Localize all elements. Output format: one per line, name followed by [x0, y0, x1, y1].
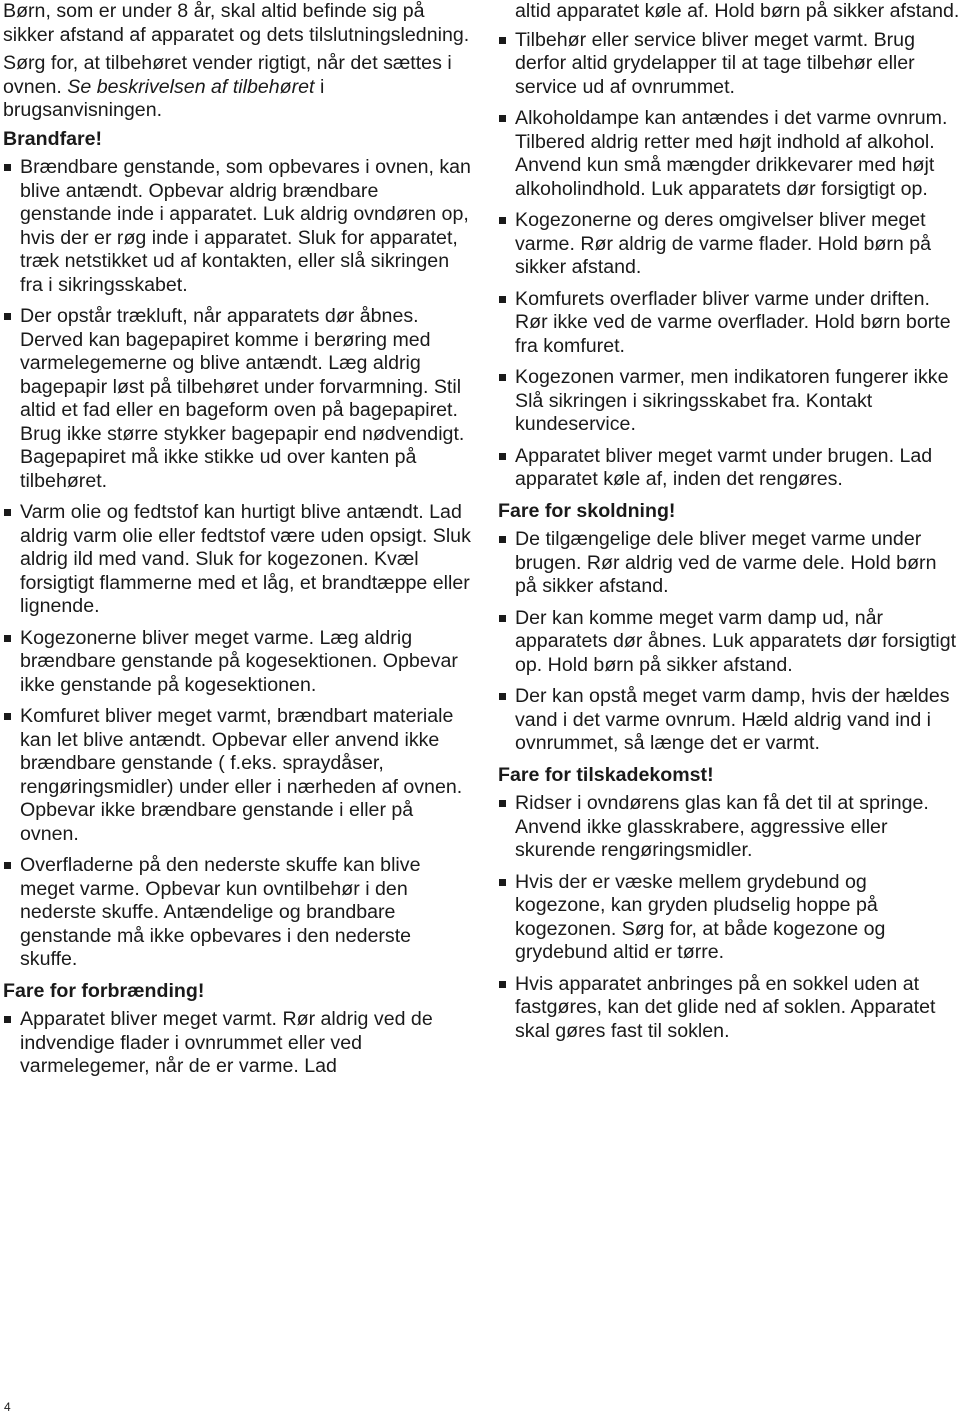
right-column [498, 0, 960, 1051]
list-item [498, 685, 960, 756]
left-column [3, 0, 473, 1087]
list-item-text: Komfuret bliver meget varmt, brændbart materiale kan let blive antændt. Opbevar eller anvend ikke brændbare genstande ( f.eks. spraydåser, rengøringsmidler) under eller i nærheden af ovnen. Opbevar ikke brændbare genstande i eller på ovnen. [20, 705, 463, 845]
list-item-text: Alkoholdampe kan antændes i det varme ovnrum. Tilbered aldrig retter med højt indhold af alkohol. Anvend kun små mængder drikkevarer med højt alkoholindhold. Luk apparatets dør forsigtigt op. [515, 107, 948, 200]
list-item-text: Tilbehør eller service bliver meget varmt. Brug derfor altid grydelapper til at tage tilbehør eller service ud af ovnrummet. [515, 28, 915, 98]
list-item [3, 501, 473, 619]
accessory-note-reference: Se beskrivelsen af tilbehøret [67, 75, 315, 98]
list-item [3, 1008, 473, 1079]
list-item [3, 854, 473, 972]
bullet-icon [499, 296, 506, 303]
list-item [498, 288, 960, 359]
scald-list [498, 528, 960, 756]
list-item [498, 871, 960, 965]
injury-heading: Fare for tilskadekomst! [498, 763, 714, 786]
bullet-icon [4, 635, 11, 642]
list-item [3, 627, 473, 698]
bullet-icon [499, 693, 506, 700]
accessory-note [3, 52, 473, 123]
continued-text: altid apparatet køle af. Hold børn på sikker afstand. [515, 0, 960, 22]
list-item-text: Hvis apparatet anbringes på en sokkel uden at fastgøres, kan det glide ned af soklen. Apparatet skal gøres fast til soklen. [515, 972, 936, 1042]
bullet-icon [499, 217, 506, 224]
burn-list-continued [498, 29, 960, 492]
accessory-note-text-end: i brugsanvisningen. [3, 75, 325, 121]
list-item [498, 209, 960, 280]
list-item-text: Der opstår trækluft, når apparatets dør åbnes. Derved kan bagepapiret komme i berøring med varmelegemerne og blive antændt. Læg aldrig bagepapir løst på tilbehøret under forvarmning. Stil altid et fad eller en bageform oven på bagepapiret. Brug ikke større stykker bagepapir end nødvendigt. Bagepapiret må ikke stikke ud over kanten på tilbehøret. [20, 305, 465, 492]
list-item-text: Apparatet bliver meget varmt under brugen. Lad apparatet køle af, inden det rengøres. [515, 444, 933, 490]
list-item [498, 792, 960, 863]
bullet-icon [4, 509, 11, 516]
list-item [498, 607, 960, 678]
bullet-icon [4, 313, 11, 320]
bullet-icon [4, 713, 11, 720]
list-item [3, 156, 473, 297]
list-item [498, 973, 960, 1044]
list-item [3, 305, 473, 493]
list-item-text: Overfladerne på den nederste skuffe kan blive meget varme. Opbevar kun ovntilbehør i den nederste skuffe. Antændelige og brandbare genstande må ikke opbevares i den nederste skuffe. [20, 854, 421, 970]
list-item-text: Brændbare genstande, som opbevares i ovnen, kan blive antændt. Opbevar aldrig brændbare genstande inde i apparatet. Luk aldrig ovndøren op, hvis der er røg inde i apparatet. Sluk for apparatet, træk netstikket ud af kontakten, eller slå sikringen fra i sikringsskabet. [20, 156, 471, 296]
list-item-text: Ridser i ovndørens glas kan få det til at springe. Anvend ikke glasskrabere, aggressive eller skurende rengøringsmidler. [515, 792, 929, 861]
bullet-icon [499, 453, 506, 460]
bullet-icon [499, 981, 506, 988]
injury-list [498, 792, 960, 1043]
intro-paragraph: Børn, som er under 8 år, skal altid befinde sig på sikker afstand af apparatet og dets tilslutningsledning. [3, 0, 470, 46]
bullet-icon [499, 879, 506, 886]
fire-heading: Brandfare! [3, 127, 103, 150]
list-item [498, 107, 960, 201]
bullet-icon [499, 615, 506, 622]
page-number: 4 [4, 1400, 11, 1414]
list-item-text: Hvis der er væske mellem grydebund og kogezone, kan gryden pludselig hoppe på kogezonen. Sørg for, at både kogezone og grydebund altid er tørre. [515, 870, 886, 963]
list-item-text: Kogezonerne og deres omgivelser bliver meget varme. Rør aldrig de varme flader. Hold børn på sikker afstand. [515, 209, 931, 278]
bullet-icon [499, 37, 506, 44]
bullet-icon [4, 1016, 11, 1023]
bullet-icon [4, 862, 11, 869]
list-item-text: Der kan opstå meget varm damp, hvis der hældes vand i det varme ovnrum. Hæld aldrig vand ind i ovnrummet, så længe det er varmt. [515, 685, 950, 754]
bullet-icon [499, 800, 506, 807]
bullet-icon [499, 374, 506, 381]
accessory-note-text: Sørg for, at tilbehøret vender rigtigt, når det sættes i ovnen. [3, 52, 452, 98]
list-item [498, 528, 960, 599]
bullet-icon [499, 536, 506, 543]
burn-heading: Fare for forbrænding! [3, 979, 205, 1002]
burn-list [3, 1008, 473, 1079]
fire-list [3, 156, 473, 972]
list-item-text: Kogezonen varmer, men indikatoren fungerer ikke Slå sikringen i sikringsskabet fra. Kontakt kundeservice. [515, 366, 949, 435]
bullet-icon [4, 164, 11, 171]
list-item-text: De tilgængelige dele bliver meget varme under brugen. Rør aldrig ved de varme dele. Hold børn på sikker afstand. [515, 528, 937, 597]
list-item-text: Varm olie og fedtstof kan hurtigt blive antændt. Lad aldrig varm olie eller fedtstof være uden opsigt. Sluk aldrig ild med vand. Sluk for kogezonen. Kvæl forsigtigt flammerne med et låg, et brandtæppe eller lignende. [20, 501, 471, 617]
list-item [498, 366, 960, 437]
list-item [498, 445, 960, 492]
list-item [3, 705, 473, 846]
list-item-text: Der kan komme meget varm damp ud, når apparatets dør åbnes. Luk apparatets dør forsigtigt op. Hold børn på sikker afstand. [515, 606, 957, 676]
list-item-text: Kogezonerne bliver meget varme. Læg aldrig brændbare genstande på kogesektionen. Opbevar ikke genstande på kogesektionen. [20, 626, 458, 696]
list-item-text: Apparatet bliver meget varmt. Rør aldrig ved de indvendige flader i ovnrummet eller ved varmelegemer, når de er varme. Lad [20, 1008, 433, 1077]
bullet-icon [499, 115, 506, 122]
list-item [498, 29, 960, 100]
list-item-text: Komfurets overflader bliver varme under driften. Rør ikke ved de varme overflader. Hold børn borte fra komfuret. [515, 287, 951, 357]
scald-heading: Fare for skoldning! [498, 499, 676, 522]
